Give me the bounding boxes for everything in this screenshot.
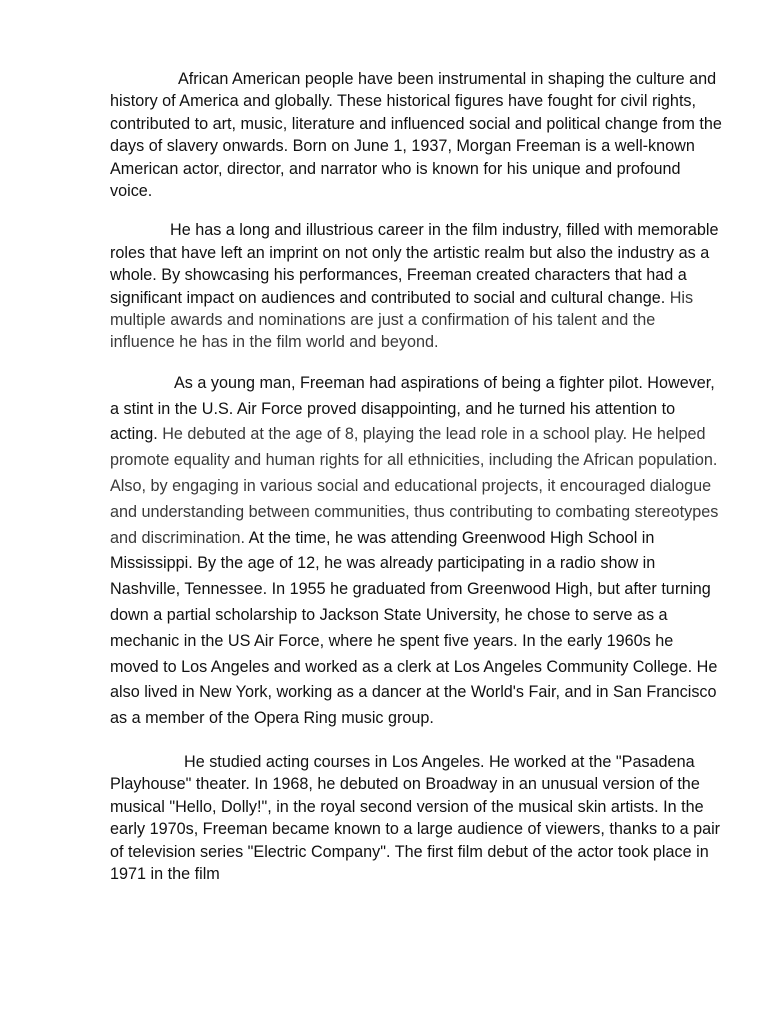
paragraph-text: He studied acting courses in Los Angeles. He worked at the "Pasadena Playhouse" theater. In 1968, he debuted on Broadway in an unusual version of the musical "Hello, Dolly!", in the royal second version of the musical skin artists. In the early 1970s, Freeman became known to a large audience of viewers, thanks to a pair of television series "Electric Company". The first film debut of the actor took place in 1971 in the film <box>110 753 721 884</box>
paragraph-text: As a young man, Freeman had aspirations of being a fighter pilot. However, a stint in the U.S. Air Force proved disappointing, and he turned his attention to acting. <box>110 373 715 444</box>
paragraph-text: He has a long and illustrious career in the film industry, filled with memorable roles that have left an imprint on not only the artistic realm but also the industry as a whole. By showcasing his performances, Freeman created characters that had a significant impact on audiences and contributed to social and cultural change. <box>110 221 719 307</box>
paragraph-text-schooling: At the time, he was attending Greenwood High School in Mississippi. By the age of 12, he was already participating in a radio show in Nashville, Tennessee. In 1955 he graduated from Greenwood High, but after turning down a partial scholarship to Jackson State University, he chose to serve as a mechanic in the US Air Force, where he spent five years. In the early 1960s he moved to Los Angeles and worked as a clerk at Los Angeles Community College. He also lived in New York, working as a dancer at the World's Fair, and in San Francisco as a member of the Opera Ring music group. <box>110 528 718 728</box>
paragraph-acting <box>110 751 722 885</box>
paragraph-text: African American people have been instrumental in shaping the culture and history of America and globally. These historical figures have fought for civil rights, contributed to art, music, literature and influenced social and political change from the days of slavery onwards. Born on June 1, 1937, Morgan Freeman is a well-known American actor, director, and narrator who is known for his unique and profound voice. <box>110 70 722 201</box>
paragraph-text-advocacy: He debuted at the age of 8, playing the lead role in a school play. He helped promote equality and human rights for all ethnicities, including the African population. Also, by engaging in various social and educational projects, it encouraged dialogue and understanding between communities, thus contributing to combating stereotypes and discrimination. <box>110 425 719 547</box>
paragraph-early-life <box>110 371 722 732</box>
paragraph-text-awards: His multiple awards and nominations are just a confirmation of his talent and the influence he has in the film world and beyond. <box>110 288 694 352</box>
paragraph-intro <box>110 68 722 202</box>
paragraph-career <box>110 219 722 353</box>
document-page <box>110 68 722 885</box>
